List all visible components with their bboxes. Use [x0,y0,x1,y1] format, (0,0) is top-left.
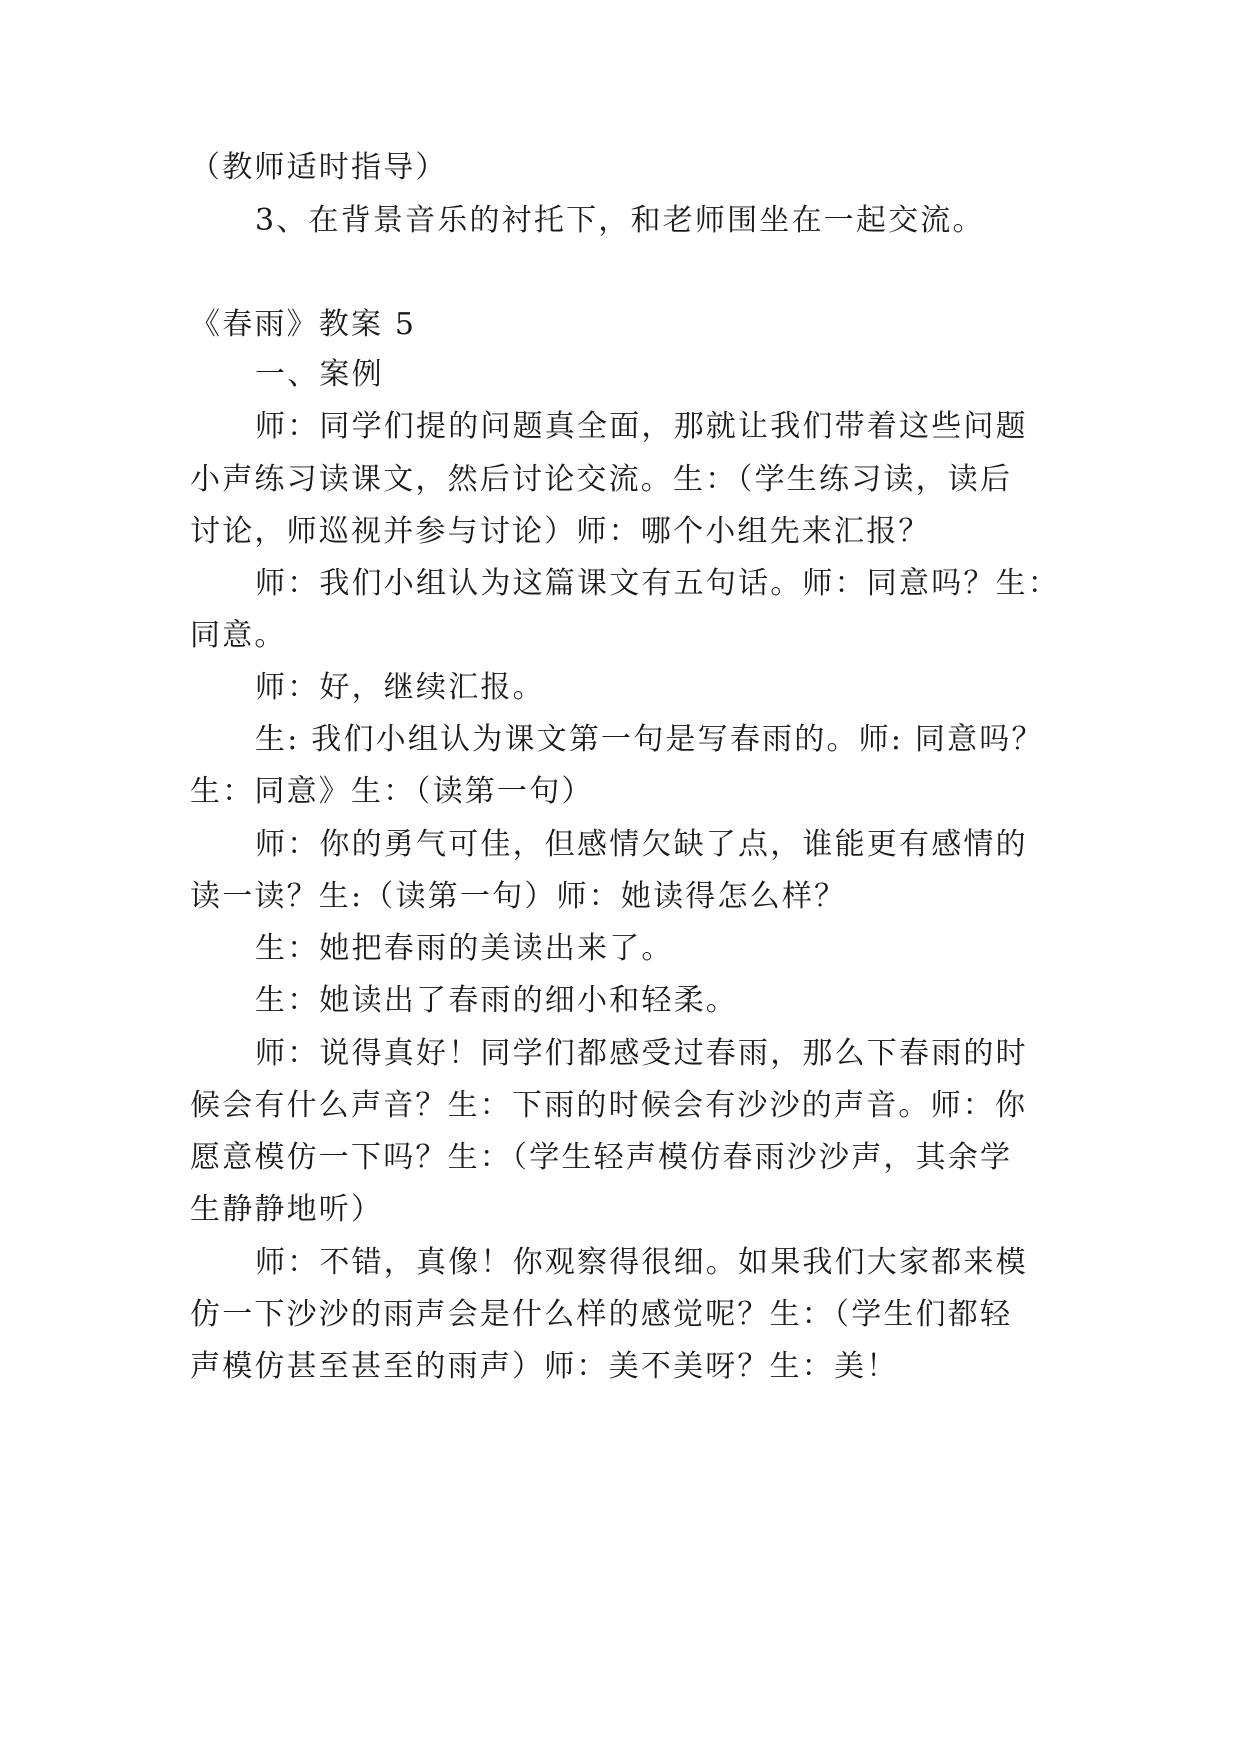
text-line: 讨论，师巡视并参与讨论）师：哪个小组先来汇报？ [190,514,931,549]
text-line: 生: 我们小组认为课文第一句是写春雨的。师: 同意吗？ [255,722,1044,757]
text-line: 小声练习读课文，然后讨论交流。生：（学生练习读，读后 [190,462,1013,497]
text-line: 声模仿甚至甚至的雨声）师：美不美呀？生：美！ [190,1349,899,1384]
text-line: 生：同意》生：（读第一句） [190,774,594,809]
text-line: 读一读？生:（读第一句）师：她读得怎么样？ [190,879,847,914]
text-line: 生静静地听） [190,1192,384,1227]
text-line: 仿一下沙沙的雨声会是什么样的感觉呢？生：（学生们都轻 [190,1297,1013,1332]
text-line: 愿意模仿一下吗？生：（学生轻声模仿春雨沙沙声，其余学 [190,1140,1013,1175]
section-title: 《春雨》教案 5 [190,307,417,342]
text-line: 生：她读出了春雨的细小和轻柔。 [255,983,738,1018]
section-heading: 一、案例 [255,357,384,392]
text-line: 师：说得真好！同学们都感受过春雨，那么下春雨的时 [255,1036,1028,1071]
text-line: 生：她把春雨的美读出来了。 [255,931,674,966]
text-line: 师：同学们提的问题真全面，那就让我们带着这些问题 [255,409,1028,444]
text-line: 师：我们小组认为这篇课文有五句话。师：同意吗？生： [255,566,1060,601]
text-line: 同意。 [190,618,287,653]
text-line: 3、在背景音乐的衬托下，和老师围坐在一起交流。 [255,203,985,238]
text-line: 师：好，继续汇报。 [255,670,545,705]
text-line: 候会有什么声音？生：下雨的时候会有沙沙的声音。师：你 [190,1088,1028,1123]
text-line: 师：不错，真像！你观察得很细。如果我们大家都来模 [255,1245,1028,1280]
text-line: 师：你的勇气可佳，但感情欠缺了点，谁能更有感情的 [255,827,1028,862]
text-line: （教师适时指导） [190,150,448,185]
